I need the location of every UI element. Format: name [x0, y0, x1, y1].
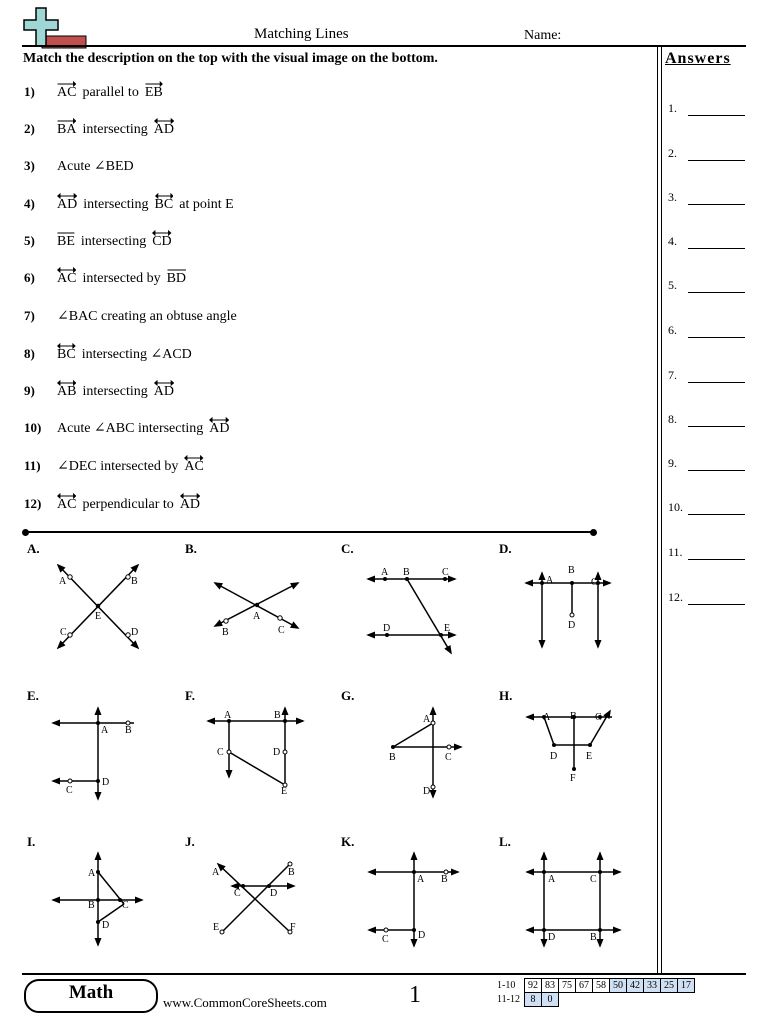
- figure-label: B.: [185, 541, 197, 556]
- question-text: ∠DEC intersected by: [57, 459, 179, 474]
- answer-number: 1.: [668, 101, 677, 115]
- question-item: [24, 158, 134, 175]
- score-cell: 92: [524, 979, 541, 993]
- figure-label: K.: [341, 834, 355, 849]
- line-symbol-icon: [152, 228, 171, 238]
- score-cell: 67: [575, 979, 592, 993]
- math-label: Math: [68, 982, 114, 1003]
- svg-text:A: A: [224, 710, 232, 721]
- answer-number: 5.: [668, 278, 677, 292]
- svg-text:D: D: [550, 751, 558, 762]
- svg-text:E: E: [444, 623, 451, 634]
- answer-line[interactable]: [688, 105, 745, 116]
- answers-title: Answers: [665, 50, 731, 67]
- ray-notation: AC: [57, 85, 76, 101]
- svg-text:C: C: [66, 785, 73, 796]
- line-notation: AC: [184, 459, 203, 475]
- figure-e: [50, 705, 150, 800]
- segment-symbol-icon: [167, 265, 186, 275]
- svg-text:B: B: [570, 711, 577, 722]
- figure-label: C.: [341, 541, 354, 556]
- logo-icon: [22, 6, 88, 50]
- question-text: parallel to: [82, 85, 139, 100]
- figure-label: D.: [499, 541, 512, 556]
- svg-text:E: E: [95, 611, 102, 622]
- score-cell: 8: [524, 993, 541, 1007]
- answer-blank[interactable]: [668, 412, 745, 427]
- svg-text:D: D: [383, 623, 391, 634]
- svg-text:B: B: [568, 565, 575, 576]
- question-number: 9): [24, 383, 35, 398]
- line-notation: AD: [180, 497, 200, 513]
- svg-text:D: D: [131, 627, 139, 638]
- answer-line[interactable]: [688, 282, 745, 293]
- svg-text:B: B: [403, 567, 410, 578]
- line-notation: CD: [152, 234, 171, 250]
- line-notation: AC: [57, 497, 76, 513]
- header-rule: [22, 45, 746, 47]
- line-symbol-icon: [209, 415, 229, 425]
- segment-notation: BD: [167, 271, 186, 287]
- svg-text:C: C: [234, 888, 241, 899]
- svg-text:A: A: [59, 576, 67, 587]
- question-number: 6): [24, 270, 35, 285]
- line-symbol-icon: [154, 378, 174, 388]
- svg-text:B: B: [88, 900, 95, 911]
- line-notation: AC: [57, 271, 76, 287]
- score-cell: 17: [677, 979, 694, 993]
- figure-d: [524, 563, 614, 655]
- figure-j: [210, 860, 310, 945]
- website-link[interactable]: www.CommonCoreSheets.com: [163, 995, 327, 1010]
- instructions: Match the description on the top with the visual image on the bottom.: [23, 51, 438, 66]
- answer-line[interactable]: [688, 372, 745, 383]
- svg-text:B: B: [125, 725, 132, 736]
- score-row: [497, 993, 694, 1007]
- figure-h: [524, 705, 619, 785]
- svg-text:B: B: [590, 932, 597, 943]
- segment-notation: BE: [57, 234, 75, 250]
- svg-text:B: B: [222, 627, 229, 638]
- score-cell: 33: [643, 979, 660, 993]
- question-number: 2): [24, 121, 35, 136]
- answer-blank[interactable]: [668, 146, 745, 161]
- question-text: intersecting: [82, 384, 148, 399]
- answer-line[interactable]: [688, 594, 745, 605]
- question-item: [24, 196, 234, 213]
- line-notation: BC: [57, 347, 76, 363]
- svg-text:B: B: [131, 576, 138, 587]
- answer-number: 3.: [668, 190, 677, 204]
- svg-text:D: D: [270, 888, 278, 899]
- question-item: [24, 121, 174, 138]
- figure-label: J.: [185, 834, 195, 849]
- question-text: intersecting: [82, 122, 148, 137]
- question-number: 11): [24, 458, 41, 473]
- question-number: 5): [24, 233, 35, 248]
- svg-text:A: A: [253, 611, 261, 622]
- svg-text:C: C: [591, 577, 598, 588]
- question-text: perpendicular to: [82, 497, 174, 512]
- answer-number: 11.: [668, 545, 683, 559]
- question-text: intersecting: [80, 234, 147, 249]
- question-number: 12): [24, 496, 42, 511]
- svg-text:D: D: [418, 930, 426, 941]
- score-cell: 42: [626, 979, 643, 993]
- score-cell: 0: [541, 993, 558, 1007]
- answers-divider: [657, 47, 658, 974]
- question-item: [24, 383, 174, 400]
- ray-symbol-icon: [145, 79, 163, 89]
- segment-symbol-icon: [57, 228, 75, 238]
- divider-dot-right: [590, 529, 597, 536]
- figure-l: [524, 850, 624, 950]
- question-text: at point E: [179, 197, 234, 212]
- question-item: [24, 270, 186, 287]
- figure-label: G.: [341, 688, 355, 703]
- answer-number: 8.: [668, 412, 677, 426]
- ray-symbol-icon: [57, 79, 76, 89]
- svg-text:D: D: [102, 920, 110, 931]
- svg-text:E: E: [213, 922, 220, 933]
- answer-number: 10.: [668, 500, 683, 514]
- line-notation: AD: [154, 384, 174, 400]
- svg-text:C: C: [442, 567, 449, 578]
- answer-blank[interactable]: [668, 500, 745, 515]
- divider-dot-left: [22, 529, 29, 536]
- svg-text:B: B: [288, 867, 295, 878]
- svg-text:F: F: [570, 773, 576, 784]
- line-symbol-icon: [57, 491, 76, 501]
- question-item: [24, 420, 230, 437]
- question-number: 10): [24, 420, 42, 435]
- figure-label: E.: [27, 688, 39, 703]
- svg-text:A: A: [548, 874, 556, 885]
- line-symbol-icon: [57, 191, 77, 201]
- svg-text:A: A: [101, 725, 109, 736]
- question-text: intersecting: [83, 197, 149, 212]
- figure-k: [366, 850, 466, 950]
- page-title: Matching Lines: [254, 26, 349, 42]
- svg-text:D: D: [423, 786, 431, 797]
- answer-number: 12.: [668, 590, 683, 604]
- figure-b: [210, 578, 305, 638]
- question-item: [24, 84, 163, 101]
- answers-divider-inner: [661, 47, 662, 974]
- ray-symbol-icon: [57, 116, 76, 126]
- svg-text:A: A: [212, 867, 220, 878]
- svg-text:B: B: [389, 752, 396, 763]
- svg-text:D: D: [102, 777, 110, 788]
- line-notation: AD: [209, 421, 229, 437]
- figure-c: [365, 565, 465, 657]
- svg-text:C: C: [60, 627, 67, 638]
- answer-blank[interactable]: [668, 545, 745, 560]
- svg-text:A: A: [423, 714, 431, 725]
- svg-text:C: C: [382, 934, 389, 945]
- svg-text:C: C: [278, 625, 285, 636]
- question-item: [24, 346, 192, 363]
- score-cell: 58: [592, 979, 609, 993]
- figure-i: [50, 850, 150, 950]
- answer-blank[interactable]: [668, 456, 745, 471]
- question-item: [24, 308, 237, 325]
- answer-blank[interactable]: [668, 368, 745, 383]
- answer-number: 4.: [668, 234, 677, 248]
- answer-line[interactable]: [688, 416, 745, 427]
- answer-line[interactable]: [688, 238, 745, 249]
- question-item: [24, 496, 200, 513]
- question-number: 4): [24, 196, 35, 211]
- ray-notation: EB: [145, 85, 163, 101]
- score-range: 11-12: [497, 994, 520, 1005]
- svg-text:F: F: [290, 922, 296, 933]
- answer-number: 6.: [668, 323, 677, 337]
- svg-text:C: C: [595, 712, 602, 723]
- answer-line[interactable]: [688, 549, 745, 560]
- ray-notation: BA: [57, 122, 76, 138]
- score-cell: 75: [558, 979, 575, 993]
- question-number: 3): [24, 158, 35, 173]
- question-text: Acute ∠ABC intersecting: [57, 421, 204, 436]
- svg-text:B: B: [441, 874, 448, 885]
- line-symbol-icon: [57, 341, 76, 351]
- line-notation: AB: [57, 384, 76, 400]
- answer-blank[interactable]: [668, 234, 745, 249]
- figure-label: A.: [27, 541, 40, 556]
- score-cell: 50: [609, 979, 626, 993]
- question-number: 8): [24, 346, 35, 361]
- footer-rule: [22, 973, 746, 975]
- line-symbol-icon: [154, 116, 174, 126]
- answer-line[interactable]: [688, 327, 745, 338]
- svg-text:E: E: [586, 751, 593, 762]
- line-symbol-icon: [180, 491, 200, 501]
- score-cell: 83: [541, 979, 558, 993]
- svg-text:C: C: [445, 752, 452, 763]
- svg-text:A: A: [417, 874, 425, 885]
- svg-text:A: A: [546, 575, 554, 586]
- answer-blank[interactable]: [668, 323, 745, 338]
- svg-text:C: C: [217, 747, 224, 758]
- question-item: [24, 233, 172, 250]
- svg-text:A: A: [88, 868, 96, 879]
- answer-line[interactable]: [688, 194, 745, 205]
- answer-number: 2.: [668, 146, 677, 160]
- question-text: ∠BAC creating an obtuse angle: [57, 309, 237, 324]
- question-text: intersecting ∠ACD: [81, 347, 192, 362]
- answer-number: 7.: [668, 368, 677, 382]
- figure-f: [205, 705, 310, 797]
- answer-blank[interactable]: [668, 190, 745, 205]
- line-notation: AD: [154, 122, 174, 138]
- page-number: 1: [409, 982, 421, 1008]
- answer-blank[interactable]: [668, 590, 745, 605]
- score-range: 1-10: [497, 980, 516, 991]
- svg-text:B: B: [274, 710, 281, 721]
- svg-text:A: A: [543, 712, 551, 723]
- svg-text:D: D: [273, 747, 281, 758]
- question-text: Acute ∠BED: [57, 159, 134, 174]
- figure-g: [385, 705, 465, 800]
- score-row: [497, 979, 694, 993]
- figure-a: [50, 560, 150, 655]
- answer-line[interactable]: [688, 460, 745, 471]
- line-notation: BC: [155, 197, 174, 213]
- line-symbol-icon: [155, 191, 174, 201]
- figure-label: F.: [185, 688, 195, 703]
- svg-text:E: E: [281, 786, 288, 797]
- name-label: Name:: [524, 28, 562, 43]
- line-symbol-icon: [57, 378, 76, 388]
- svg-text:C: C: [590, 874, 597, 885]
- svg-text:A: A: [381, 567, 389, 578]
- line-symbol-icon: [57, 265, 76, 275]
- score-table: [497, 978, 695, 1007]
- svg-text:D: D: [568, 620, 576, 631]
- answer-line[interactable]: [688, 504, 745, 515]
- figure-label: H.: [499, 688, 513, 703]
- answer-blank[interactable]: [668, 278, 745, 293]
- svg-text:C: C: [122, 900, 129, 911]
- answer-line[interactable]: [688, 150, 745, 161]
- score-cell: 25: [660, 979, 677, 993]
- svg-text:D: D: [548, 932, 556, 943]
- section-divider: [25, 531, 595, 533]
- line-notation: AD: [57, 197, 77, 213]
- figure-label: I.: [27, 834, 36, 849]
- figure-label: L.: [499, 834, 511, 849]
- question-number: 7): [24, 308, 35, 323]
- line-symbol-icon: [184, 453, 203, 463]
- question-number: 1): [24, 84, 35, 99]
- question-text: intersected by: [82, 271, 161, 286]
- question-item: [24, 458, 204, 475]
- answer-number: 9.: [668, 456, 677, 470]
- answer-blank[interactable]: [668, 101, 745, 116]
